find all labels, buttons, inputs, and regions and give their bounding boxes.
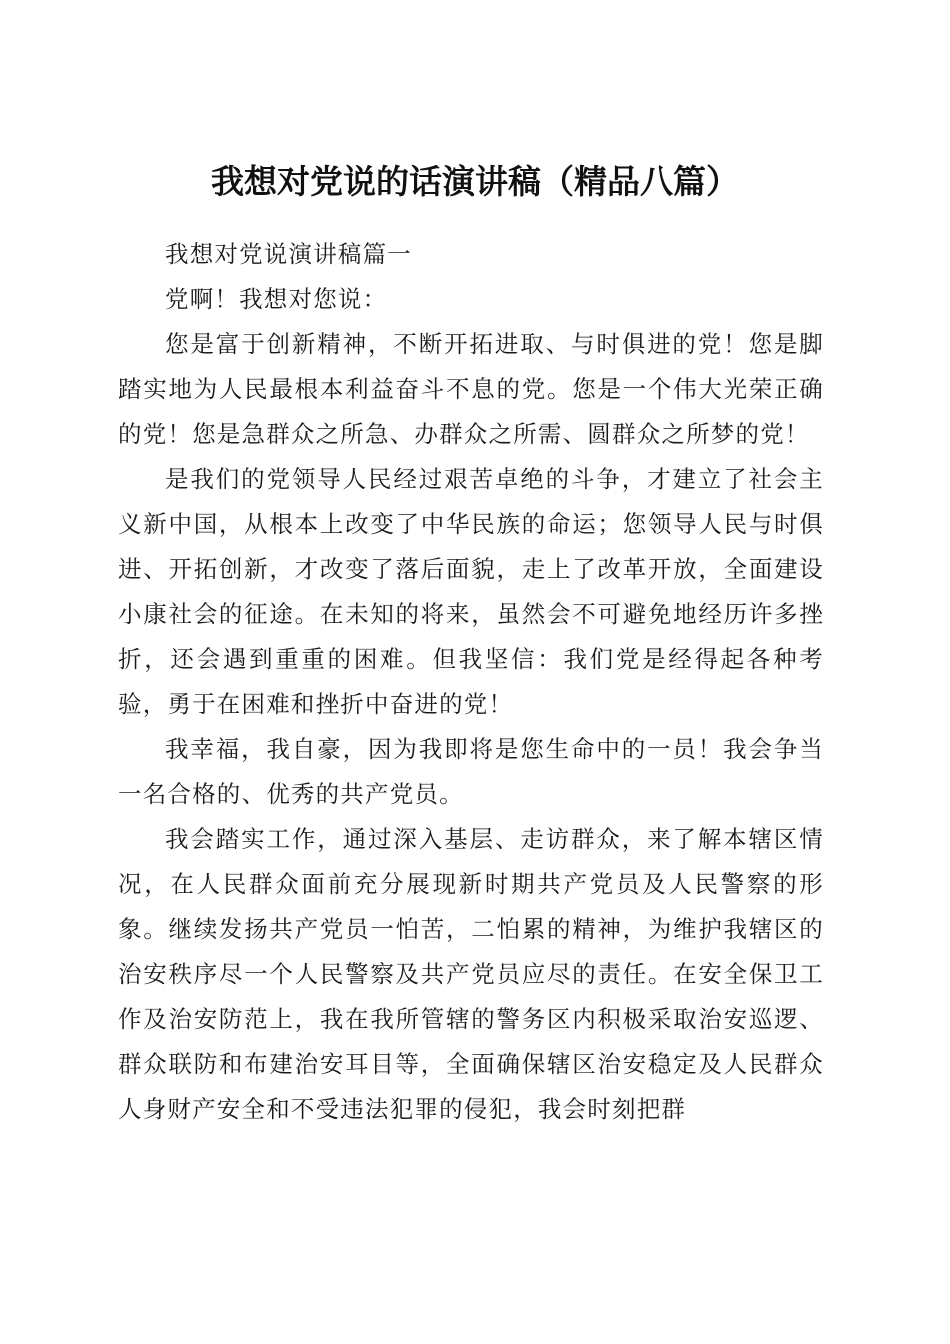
body-paragraph: 我幸福，我自豪，因为我即将是您生命中的一员！我会争当一名合格的、优秀的共产党员。 xyxy=(118,735,824,808)
section-heading: 我想对党说演讲稿篇一 xyxy=(165,240,412,268)
body-paragraph: 您是富于创新精神，不断开拓进取、与时俱进的党！您是脚踏实地为人民最根本利益奋斗不息的党。您是一个伟大光荣正确的党！您是急群众之所急、办群众之所需、圆群众之所梦的党！ xyxy=(118,330,824,448)
body-paragraph: 是我们的党领导人民经过艰苦卓绝的斗争，才建立了社会主义新中国，从根本上改变了中华民族的命运；您领导人民与时俱进、开拓创新，才改变了落后面貌，走上了改革开放，全面建设小康社会的征途。在未知的将来，虽然会不可避免地经历许多挫折，还会遇到重重的困难。但我坚信：我们党是经得起各种考验，勇于在困难和挫折中奋进的党！ xyxy=(118,465,824,718)
salutation: 党啊！我想对您说： xyxy=(165,285,388,313)
document-body xyxy=(118,232,824,1132)
body-paragraph: 我会踏实工作，通过深入基层、走访群众，来了解本辖区情况，在人民群众面前充分展现新时期共产党员及人民警察的形象。继续发扬共产党员一怕苦，二怕累的精神，为维护我辖区的治安秩序尽一个人民警察及共产党员应尽的责任。在安全保卫工作及治安防范上，我在我所管辖的警务区内积极采取治安巡逻、群众联防和布建治安耳目等，全面确保辖区治安稳定及人民群众人身财产安全和不受违法犯罪的侵犯，我会时刻把群 xyxy=(118,825,824,1123)
document-title: 我想对党说的话演讲稿（精品八篇） xyxy=(211,162,739,202)
